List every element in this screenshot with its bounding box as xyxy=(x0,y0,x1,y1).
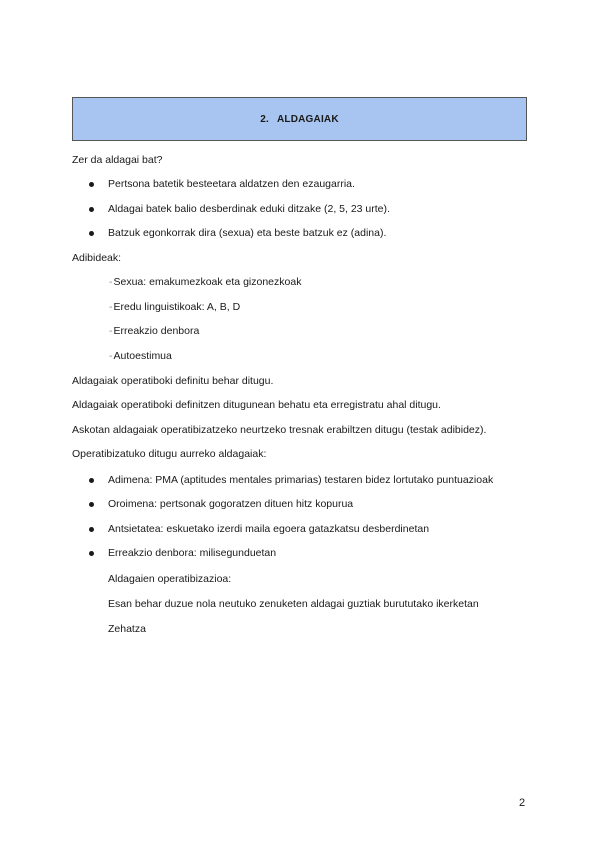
list-item-text: Antsietatea: eskuetako izerdi maila egoera gatazkatsu desberdinetan xyxy=(108,523,430,535)
section-number: 2. xyxy=(260,113,269,125)
indented-line: Esan behar duzue nola neutuko zenuketen aldagai guztiak burututako ikerketan xyxy=(108,598,479,610)
paragraph: Aldagaiak operatiboki definitzen ditugunean behatu eta erregistratu ahal ditugu. xyxy=(72,399,441,411)
example-item xyxy=(109,349,172,363)
example-text: Erreakzio denbora xyxy=(113,325,200,337)
bullet-icon xyxy=(89,527,94,532)
section-heading xyxy=(72,97,527,141)
dash-marker: - xyxy=(109,350,113,362)
example-item xyxy=(109,275,301,289)
section-title: ALDAGAIAK xyxy=(276,113,339,125)
dash-marker: - xyxy=(109,325,113,337)
examples-label: Adibideak: xyxy=(72,252,122,264)
bullet-icon xyxy=(89,231,94,236)
paragraph: Askotan aldagaiak operatibizatzeko neurtzeko tresnak erabiltzen ditugu (testak adibidez). xyxy=(72,424,487,436)
example-item xyxy=(109,300,240,314)
paragraph: Operatibizatuko ditugu aurreko aldagaiak: xyxy=(72,448,267,460)
bullet-icon xyxy=(89,478,94,483)
list-item-text: Erreakzio denbora: milisegunduetan xyxy=(108,547,277,559)
bullet-icon xyxy=(89,502,94,507)
paragraph: Aldagaiak operatiboki definitu behar ditugu. xyxy=(72,375,274,387)
list-item-text: Adimena: PMA (aptitudes mentales primarias) testaren bidez lortutako puntuazioak xyxy=(108,474,494,486)
indented-line: Zehatza xyxy=(108,623,146,635)
list-item-text: Pertsona batetik besteetara aldatzen den ezaugarria. xyxy=(108,178,355,190)
list-item-text: Aldagai batek balio desberdinak eduki ditzake (2, 5, 23 urte). xyxy=(108,203,390,215)
bullet-icon xyxy=(89,551,94,556)
example-text: Autoestimua xyxy=(113,350,172,362)
list-item-text: Oroimena: pertsonak gogoratzen dituen hitz kopurua xyxy=(108,498,354,510)
dash-marker: - xyxy=(109,301,113,313)
bullet-icon xyxy=(89,207,94,212)
bullet-icon xyxy=(89,182,94,187)
dash-marker: - xyxy=(109,276,113,288)
question-line: Zer da aldagai bat? xyxy=(72,154,163,166)
example-item xyxy=(109,324,199,338)
indented-line: Aldagaien operatibizazioa: xyxy=(108,573,232,585)
page-number: 2 xyxy=(519,797,526,809)
example-text: Eredu linguistikoak: A, B, D xyxy=(113,301,241,313)
list-item-text: Batzuk egonkorrak dira (sexua) eta beste batzuk ez (adina). xyxy=(108,227,387,239)
example-text: Sexua: emakumezkoak eta gizonezkoak xyxy=(113,276,302,288)
